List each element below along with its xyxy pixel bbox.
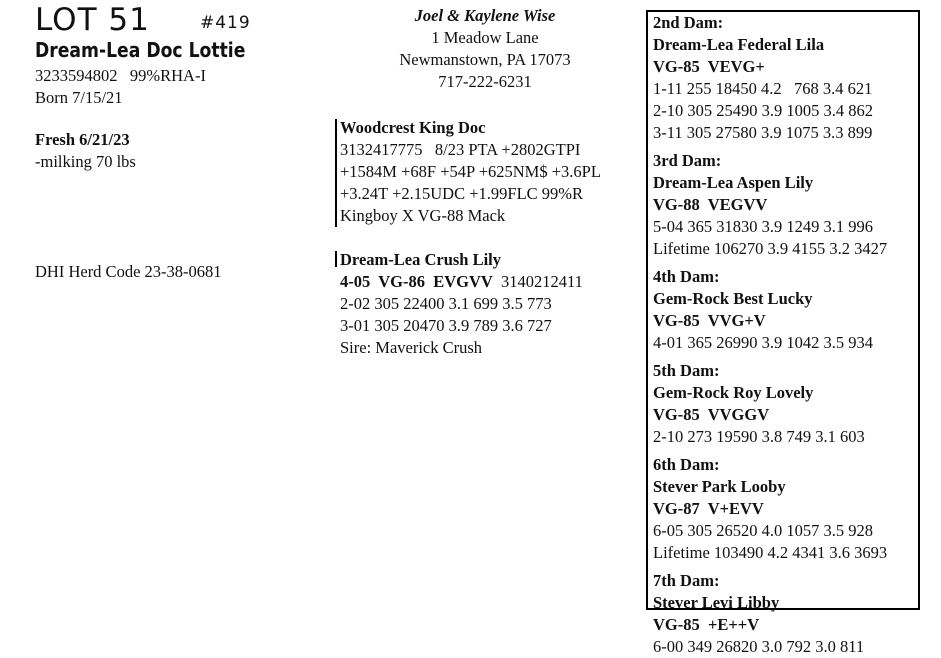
milking-amount: -milking 70 lbs — [35, 152, 136, 171]
generation-3rd-dam — [653, 150, 918, 260]
generation-label: 5th Dam: — [653, 361, 720, 380]
generation-name: Dream-Lea Aspen Lily — [653, 173, 814, 192]
dam-classification: 4-05 VG-86 EVGVV — [340, 272, 493, 291]
sire-detail-line: 3132417775 8/23 PTA +2802GTPI — [340, 140, 581, 159]
dam-registration: 3140212411 — [501, 272, 583, 291]
sire-name: Woodcrest King Doc — [340, 118, 486, 137]
generation-name: Gem-Rock Best Lucky — [653, 289, 813, 308]
generation-record: 2-10 305 25490 3.9 1005 3.4 862 — [653, 101, 873, 120]
dam-name: Dream-Lea Crush Lily — [340, 250, 502, 269]
generation-record: 6-00 349 26820 3.0 792 3.0 811 — [653, 637, 865, 656]
owner-address-line-2: Newmanstown, PA 17073 — [399, 50, 571, 69]
generation-class: VG-85 VVGGV — [653, 405, 770, 424]
generation-record: Lifetime 106270 3.9 4155 3.2 3427 — [653, 239, 888, 258]
pedigree-box — [646, 10, 920, 656]
fresh-date: Fresh 6/21/23 — [35, 130, 130, 149]
sire-detail-line: +3.24T +2.15UDC +1.99FLC 99%R — [340, 184, 584, 203]
generation-class: VG-85 VVG+V — [653, 311, 766, 330]
generation-name: Stever Park Looby — [653, 477, 786, 496]
generation-record: 1-11 255 18450 4.2 768 3.4 621 — [653, 79, 873, 98]
generation-name: Gem-Rock Roy Lovely — [653, 383, 814, 402]
sire-block — [340, 117, 601, 227]
dam-record: 3-01 305 20470 3.9 789 3.6 727 — [340, 316, 552, 335]
generation-record: 5-04 365 31830 3.9 1249 3.1 996 — [653, 217, 873, 236]
owner-block — [370, 5, 600, 93]
sire-detail-line: Kingboy X VG-88 Mack — [340, 206, 506, 225]
generation-name: Stever Levi Libby — [653, 593, 780, 612]
dam-divider — [335, 251, 337, 267]
generation-class: VG-88 VEGVV — [653, 195, 768, 214]
dam-block — [340, 249, 583, 359]
generation-label: 3rd Dam: — [653, 151, 722, 170]
generation-record: 3-11 305 27580 3.9 1075 3.3 899 — [653, 123, 873, 142]
generation-label: 4th Dam: — [653, 267, 720, 286]
generation-class: VG-87 V+EVV — [653, 499, 764, 518]
generation-record: 2-10 273 19590 3.8 749 3.1 603 — [653, 427, 865, 446]
generation-record: 4-01 365 26990 3.9 1042 3.5 934 — [653, 333, 873, 352]
registration-line: 3233594802 99%RHA-I — [35, 66, 206, 85]
owner-name: Joel & Kaylene Wise — [414, 6, 556, 25]
lot-number: #419 — [200, 13, 251, 33]
generation-label: 6th Dam: — [653, 455, 720, 474]
owner-phone: 717-222-6231 — [438, 72, 532, 91]
dam-class-line — [340, 271, 583, 293]
dam-sire: Sire: Maverick Crush — [340, 338, 483, 357]
generation-6th-dam — [653, 454, 918, 564]
sire-divider — [335, 119, 337, 227]
generation-class: VG-85 VEVG+ — [653, 57, 765, 76]
generation-record: 6-05 305 26520 4.0 1057 3.5 928 — [653, 521, 873, 540]
cow-name: Dream-Lea Doc Lottie — [35, 38, 246, 62]
generation-label: 2nd Dam: — [653, 13, 724, 32]
dhi-herd-code: DHI Herd Code 23-38-0681 — [35, 262, 222, 281]
owner-address-line-1: 1 Meadow Lane — [431, 28, 539, 47]
birth-date: Born 7/15/21 — [35, 88, 123, 107]
generation-7th-dam — [653, 570, 918, 658]
generation-2nd-dam — [653, 12, 918, 144]
lot-label: LOT 51 — [35, 2, 150, 38]
sire-detail-line: +1584M +68F +54P +625NM$ +3.6PL — [340, 162, 601, 181]
dam-record: 2-02 305 22400 3.1 699 3.5 773 — [340, 294, 552, 313]
generation-4th-dam — [653, 266, 918, 354]
generation-5th-dam — [653, 360, 918, 448]
generation-class: VG-85 +E++V — [653, 615, 760, 634]
generation-label: 7th Dam: — [653, 571, 720, 590]
generation-record: Lifetime 103490 4.2 4341 3.6 3693 — [653, 543, 888, 562]
generation-name: Dream-Lea Federal Lila — [653, 35, 825, 54]
